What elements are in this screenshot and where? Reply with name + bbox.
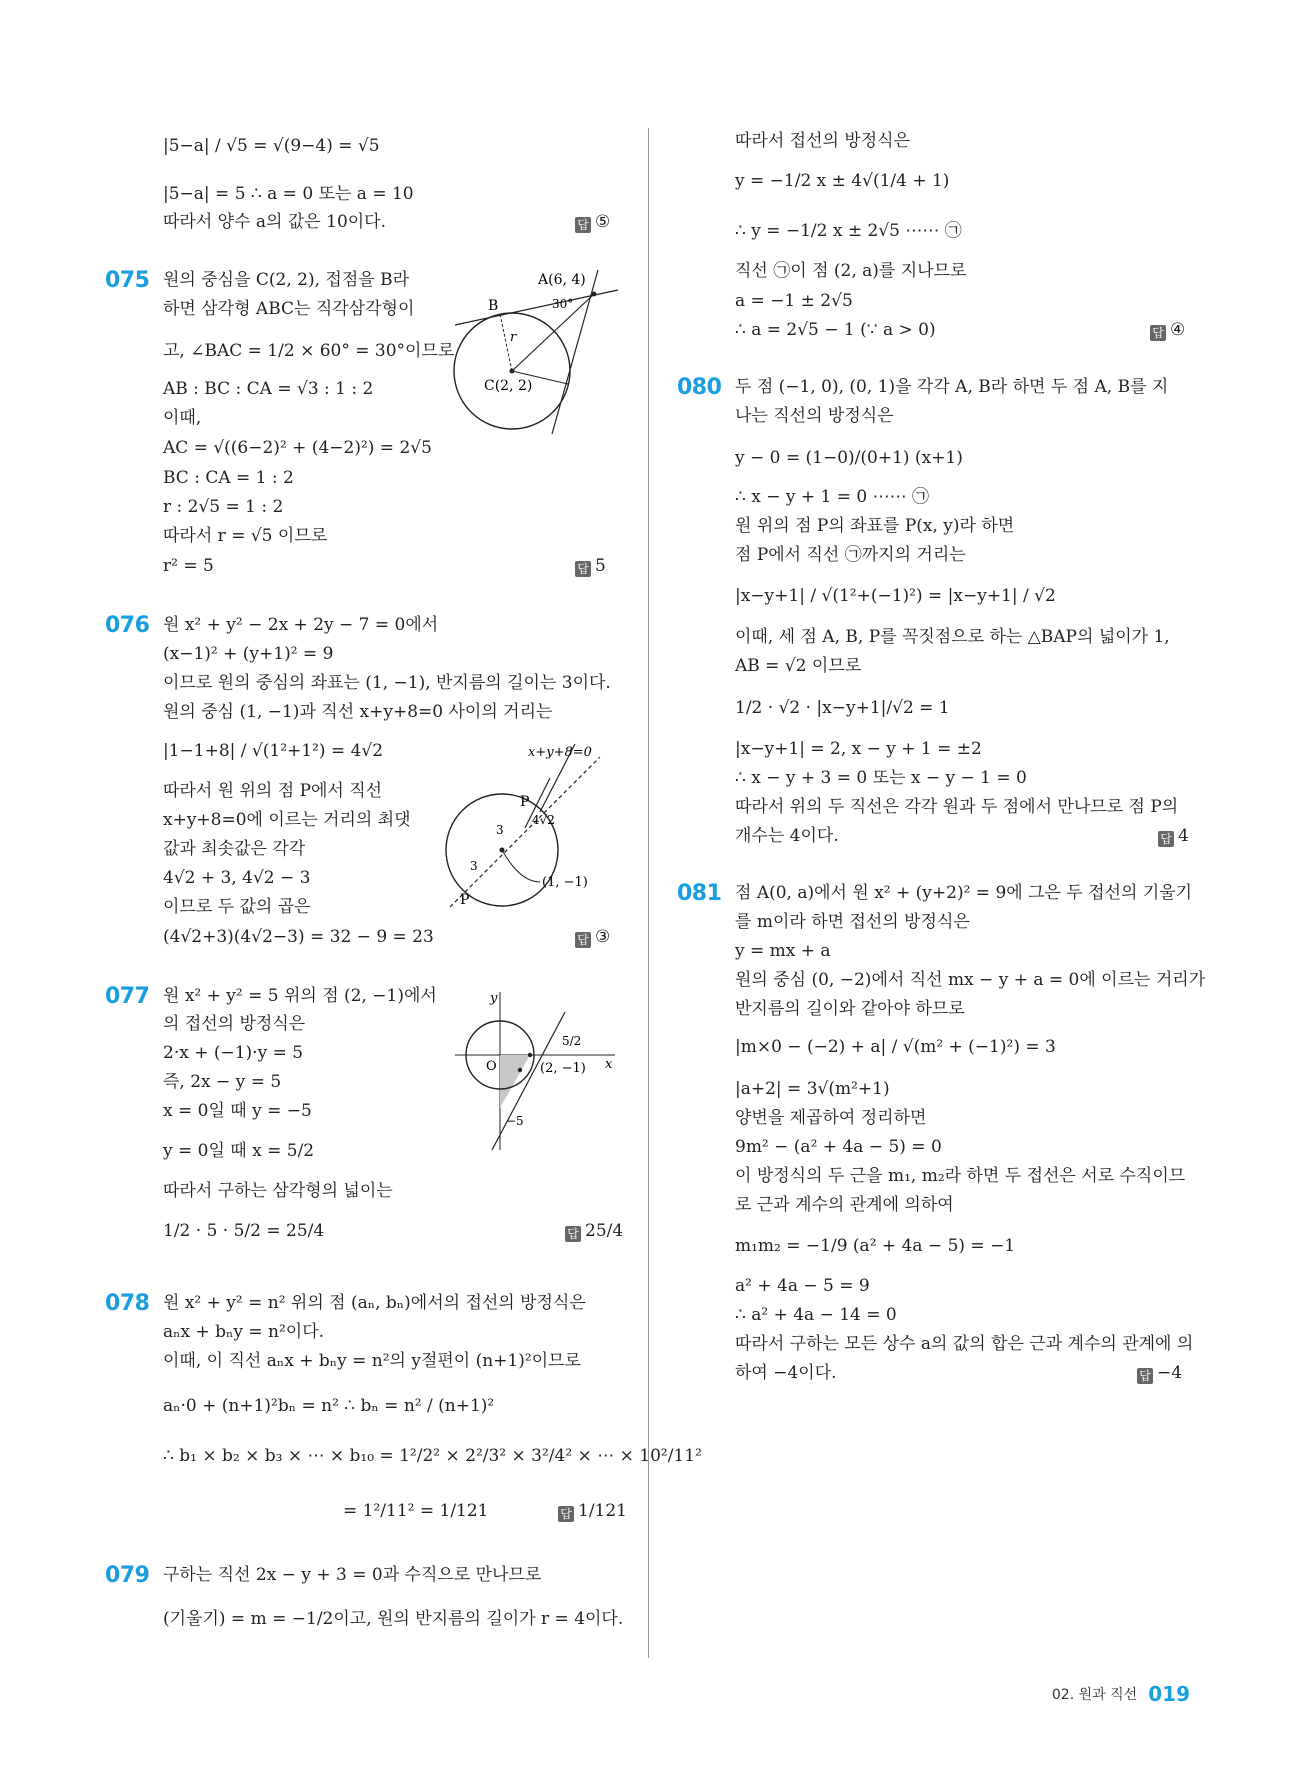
text-line: 원의 중심 (0, −2)에서 직선 mx − y + a = 0에 이르는 거리가 bbox=[735, 970, 1206, 990]
label-line: x+y+8=0 bbox=[528, 745, 592, 760]
text-line: 두 점 (−1, 0), (0, 1)을 각각 A, B라 하면 두 점 A, B를 지 bbox=[735, 377, 1169, 397]
text-line: 개수는 4이다. bbox=[735, 826, 839, 846]
text-line: ∴ a² + 4a − 14 = 0 bbox=[735, 1305, 897, 1325]
answer: 답 −4 bbox=[1137, 1362, 1182, 1384]
text-line: 반지름의 길이와 같아야 하므로 bbox=[735, 999, 965, 1019]
answer: 답 ④ bbox=[1150, 319, 1185, 341]
text-line: 나는 직선의 방정식은 bbox=[735, 406, 894, 426]
text-line: y = 0일 때 x = 5/2 bbox=[163, 1141, 315, 1161]
label-r1: 3 bbox=[496, 823, 504, 837]
label-o: O bbox=[486, 1059, 497, 1074]
problem-number: 078 bbox=[105, 1291, 150, 1316]
label-x: x bbox=[605, 1057, 613, 1072]
label-c: C(2, 2) bbox=[484, 378, 533, 394]
text-line: 이때, bbox=[163, 408, 202, 428]
text-line: 이때, 세 점 A, B, P를 꼭짓점으로 하는 △BAP의 넓이가 1, bbox=[735, 627, 1170, 647]
label-yint: −5 bbox=[506, 1114, 524, 1128]
text-line: ∴ x − y + 1 = 0 ⋯⋯ ㉠ bbox=[735, 487, 930, 507]
text-line: 값과 최솟값은 각각 bbox=[163, 839, 306, 859]
text-line: 하여 −4이다. bbox=[735, 1363, 837, 1383]
problem-number: 080 bbox=[677, 375, 722, 400]
text-line: |5−a| = 5 ∴ a = 0 또는 a = 10 bbox=[163, 184, 414, 204]
text-line: 원 x² + y² = n² 위의 점 (aₙ, bₙ)에서의 접선의 방정식은 bbox=[163, 1293, 586, 1313]
text-line: 원의 중심을 C(2, 2), 접점을 B라 bbox=[163, 270, 410, 290]
answer: 답 ⑤ bbox=[575, 211, 610, 233]
text-line: 2·x + (−1)·y = 5 bbox=[163, 1043, 304, 1063]
text-line: 따라서 양수 a의 값은 10이다. bbox=[163, 212, 387, 232]
text-line: m₁m₂ = −1/9 (a² + 4a − 5) = −1 bbox=[735, 1236, 1016, 1256]
problem-number: 081 bbox=[677, 881, 722, 906]
figure-077 bbox=[450, 990, 620, 1155]
answer: 답 1/121 bbox=[558, 1500, 627, 1522]
text-line: 점 P에서 직선 ㉠까지의 거리는 bbox=[735, 545, 966, 565]
center-point bbox=[510, 369, 515, 374]
tangent-line bbox=[552, 270, 598, 434]
text-line: (기울기) = m = −1/2이고, 원의 반지름의 길이가 r = 4이다. bbox=[163, 1609, 624, 1629]
text-line: 따라서 위의 두 직선은 각각 원과 두 점에서 만나므로 점 P의 bbox=[735, 797, 1179, 817]
column-divider bbox=[648, 128, 649, 1658]
text-line: 이 방정식의 두 근을 m₁, m₂라 하면 두 접선은 서로 수직이므 bbox=[735, 1166, 1186, 1186]
shaded-triangle bbox=[500, 1055, 530, 1108]
text-line: = 1²/11² = 1/121 bbox=[343, 1501, 489, 1521]
text-line: a² + 4a − 5 = 9 bbox=[735, 1276, 870, 1296]
text-line: (x−1)² + (y+1)² = 9 bbox=[163, 644, 334, 664]
text-line: ∴ b₁ × b₂ × b₃ × ⋯ × b₁₀ = 1²/2² × 2²/3² × 3²/4² × ⋯ × 10²/11² bbox=[163, 1446, 702, 1466]
label-d: 4√2 bbox=[532, 813, 555, 827]
text-line: 원 x² + y² − 2x + 2y − 7 = 0에서 bbox=[163, 615, 439, 635]
label-r2: 3 bbox=[470, 859, 478, 873]
text-line: 이므로 두 값의 곱은 bbox=[163, 897, 311, 917]
text-line: 양변을 제곱하여 정리하면 bbox=[735, 1108, 927, 1128]
text-line: 원의 중심 (1, −1)과 직선 x+y+8=0 사이의 거리는 bbox=[163, 702, 553, 722]
page-number: 019 bbox=[1148, 1682, 1190, 1706]
answer-mark: 답 bbox=[575, 217, 591, 233]
text-line: BC : CA = 1 : 2 bbox=[163, 468, 294, 488]
text-line: AB : BC : CA = √3 : 1 : 2 bbox=[163, 379, 374, 399]
text-line: 이므로 원의 중심의 좌표는 (1, −1), 반지름의 길이는 3이다. bbox=[163, 673, 611, 693]
text-line: aₙx + bₙy = n²이다. bbox=[163, 1322, 325, 1342]
text-line: |x−y+1| / √(1²+(−1)²) = |x−y+1| / √2 bbox=[735, 586, 1056, 606]
label-xint: 5/2 bbox=[562, 1034, 582, 1048]
text-line: 따라서 r = √5 이므로 bbox=[163, 526, 328, 546]
text-line: (4√2+3)(4√2−3) = 32 − 9 = 23 bbox=[163, 927, 434, 947]
text-line: x+y+8=0에 이르는 거리의 최댓 bbox=[163, 810, 411, 830]
label-angle: 30° bbox=[552, 297, 574, 311]
label-r: r bbox=[510, 330, 517, 345]
point-xint bbox=[528, 1053, 532, 1057]
answer: 답 ③ bbox=[575, 926, 610, 948]
text-line: 하면 삼각형 ABC는 직각삼각형이 bbox=[163, 299, 415, 319]
problem-number: 077 bbox=[105, 984, 150, 1009]
figure-075 bbox=[450, 268, 620, 438]
page-footer bbox=[1052, 1682, 1190, 1706]
text-line: 따라서 구하는 모든 상수 a의 값의 합은 근과 계수의 관계에 의 bbox=[735, 1334, 1194, 1354]
text-line: 즉, 2x − y = 5 bbox=[163, 1072, 282, 1092]
label-b: B bbox=[488, 298, 499, 314]
text-line: 로 근과 계수의 관계에 의하여 bbox=[735, 1195, 954, 1215]
text-line: ∴ y = −1/2 x ± 2√5 ⋯⋯ ㉠ bbox=[735, 221, 962, 241]
text-line: |x−y+1| = 2, x − y + 1 = ±2 bbox=[735, 739, 982, 759]
text-line: ∴ x − y + 3 = 0 또는 x − y − 1 = 0 bbox=[735, 768, 1027, 788]
text-line: 를 m이라 하면 접선의 방정식은 bbox=[735, 912, 970, 932]
text-line: 따라서 원 위의 점 P에서 직선 bbox=[163, 781, 383, 801]
point-tangent bbox=[518, 1068, 522, 1072]
text-line: y − 0 = (1−0)/(0+1) (x+1) bbox=[735, 448, 963, 468]
text-line: 고, ∠BAC = 1/2 × 60° = 30°이므로 bbox=[163, 341, 455, 361]
text-line: 9m² − (a² + 4a − 5) = 0 bbox=[735, 1137, 942, 1157]
answer: 답 4 bbox=[1158, 825, 1189, 847]
text-line: 원 x² + y² = 5 위의 점 (2, −1)에서 bbox=[163, 986, 437, 1006]
text-line: |m×0 − (−2) + a| / √(m² + (−1)²) = 3 bbox=[735, 1037, 1056, 1057]
text-line: 1/2 · √2 · |x−y+1|/√2 = 1 bbox=[735, 698, 950, 718]
text-line: a = −1 ± 2√5 bbox=[735, 291, 853, 311]
text-line: 점 A(0, a)에서 원 x² + (y+2)² = 9에 그은 두 접선의 기울기 bbox=[735, 883, 1193, 903]
text-line: AC = √((6−2)² + (4−2)²) = 2√5 bbox=[163, 438, 432, 458]
text-line: |5−a| / √5 = √(9−4) = √5 bbox=[163, 136, 380, 156]
text-line: 1/2 · 5 · 5/2 = 25/4 bbox=[163, 1221, 325, 1241]
label-p1: P bbox=[520, 794, 530, 810]
text-line: r² = 5 bbox=[163, 556, 214, 576]
text-line: 구하는 직선 2x − y + 3 = 0과 수직으로 만나므로 bbox=[163, 1565, 542, 1585]
text-line: 4√2 + 3, 4√2 − 3 bbox=[163, 868, 311, 888]
text-line: 의 접선의 방정식은 bbox=[163, 1014, 306, 1034]
label-a: A(6, 4) bbox=[538, 272, 586, 288]
label-p2: P bbox=[460, 892, 470, 908]
problem-number: 075 bbox=[105, 268, 150, 293]
chapter-title: 02. 원과 직선 bbox=[1051, 1687, 1138, 1703]
problem-number: 079 bbox=[105, 1563, 150, 1588]
text-line: 이때, 이 직선 aₙx + bₙy = n²의 y절편이 (n+1)²이므로 bbox=[163, 1351, 581, 1371]
answer: 답 5 bbox=[575, 555, 606, 577]
text-line: 따라서 접선의 방정식은 bbox=[735, 131, 911, 151]
text-line: r : 2√5 = 1 : 2 bbox=[163, 497, 284, 517]
text-line: |1−1+8| / √(1²+1²) = 4√2 bbox=[163, 741, 384, 761]
text-line: 직선 ㉠이 점 (2, a)를 지나므로 bbox=[735, 261, 967, 281]
answer: 답 25/4 bbox=[565, 1220, 623, 1242]
text-line: ∴ a = 2√5 − 1 (∵ a > 0) bbox=[735, 320, 936, 340]
label-center: (1, −1) bbox=[542, 875, 588, 890]
label-pt: (2, −1) bbox=[540, 1061, 586, 1076]
text-line: y = −1/2 x ± 4√(1/4 + 1) bbox=[735, 171, 950, 191]
text-line: y = mx + a bbox=[735, 941, 831, 961]
problem-number: 076 bbox=[105, 613, 150, 638]
text-line: AB = √2 이므로 bbox=[735, 656, 862, 676]
label-y: y bbox=[490, 991, 498, 1006]
text-line: |a+2| = 3√(m²+1) bbox=[735, 1079, 890, 1099]
pointer bbox=[502, 850, 540, 882]
text-line: aₙ·0 + (n+1)²bₙ = n² ∴ bₙ = n² / (n+1)² bbox=[163, 1396, 495, 1416]
text-line: x = 0일 때 y = −5 bbox=[163, 1101, 312, 1121]
text-line: 원 위의 점 P의 좌표를 P(x, y)라 하면 bbox=[735, 516, 1015, 536]
point-a bbox=[592, 292, 597, 297]
figure-076 bbox=[440, 742, 620, 912]
text-line: 따라서 구하는 삼각형의 넓이는 bbox=[163, 1181, 393, 1201]
